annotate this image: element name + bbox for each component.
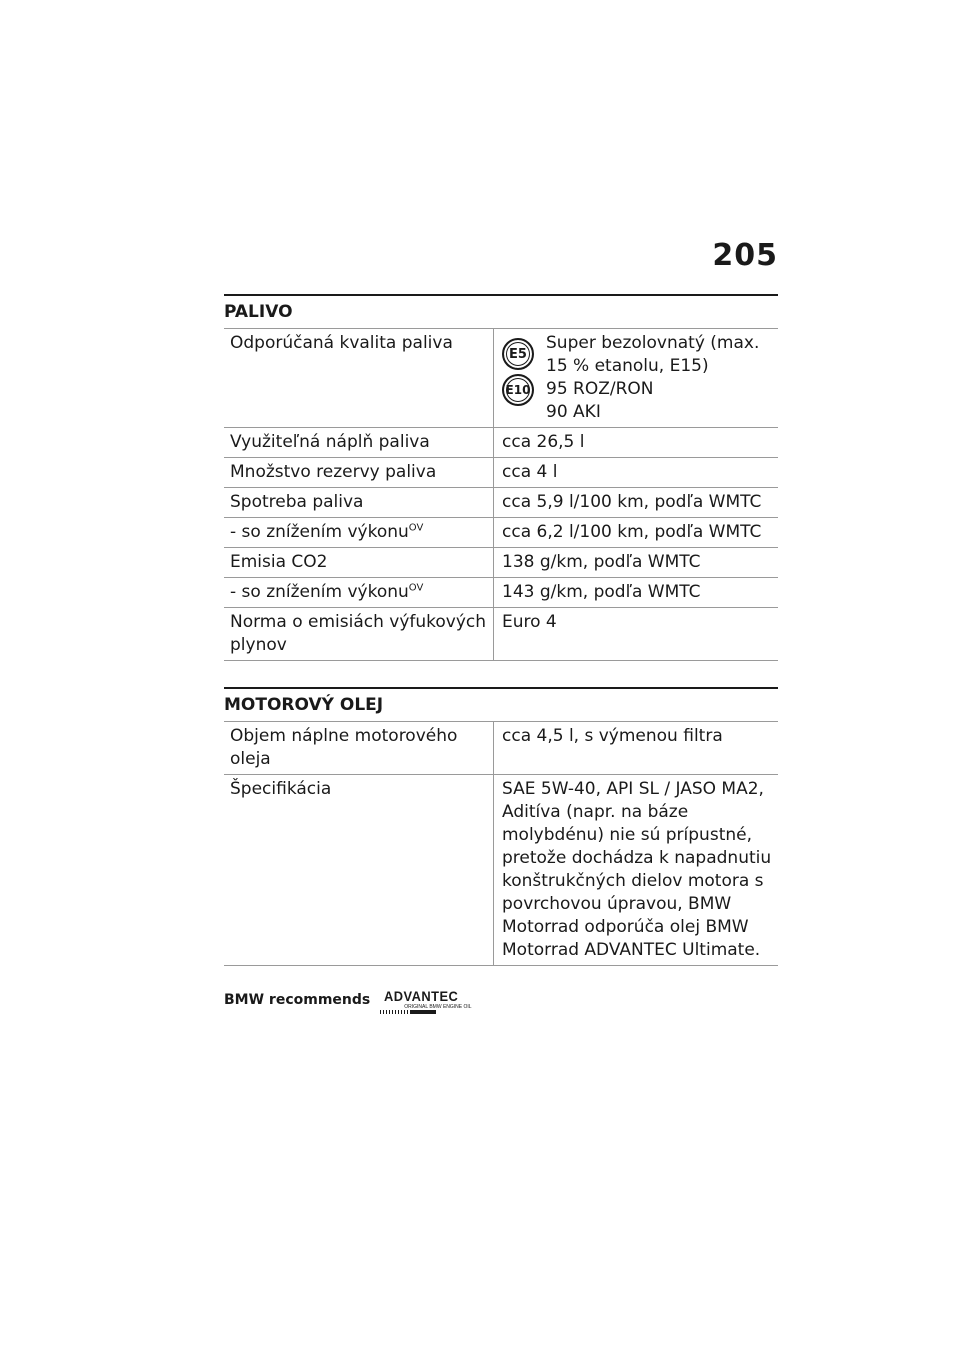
row-label <box>224 518 494 547</box>
recommend-text: BMW recommends <box>224 992 371 1008</box>
fuel-quality-line: 95 ROZ/RON <box>546 379 654 399</box>
row-label-text: ‑ so znížením výkonu <box>230 522 409 542</box>
row-value: cca 5,9 l/100 km, podľa WMTC <box>502 492 762 512</box>
row-value: cca 4 l <box>502 462 558 482</box>
row-value: 143 g/km, podľa WMTC <box>502 582 701 602</box>
table-row <box>224 517 778 547</box>
row-value: Euro 4 <box>502 612 557 632</box>
bmw-recommends <box>224 988 478 1018</box>
page-number: 205 <box>712 238 778 273</box>
section-divider <box>224 687 778 689</box>
table-row <box>224 774 778 966</box>
table-row <box>224 328 778 427</box>
oil-section <box>224 687 778 966</box>
row-value <box>494 329 778 427</box>
row-value: cca 6,2 l/100 km, podľa WMTC <box>502 522 762 542</box>
fuel-section <box>224 294 778 661</box>
row-label: Množstvo rezervy paliva <box>224 458 494 487</box>
table-row <box>224 577 778 607</box>
row-label: Odporúčaná kvalita paliva <box>224 329 494 427</box>
advantec-logo <box>380 988 478 1018</box>
fuel-quality-line: 15 % etanolu, E15) <box>546 356 709 376</box>
row-value: cca 26,5 l <box>502 432 585 452</box>
table-row <box>224 457 778 487</box>
row-label <box>224 578 494 607</box>
fuel-quality-text <box>546 332 759 424</box>
row-label: Spotreba paliva <box>224 488 494 517</box>
fuel-quality-line: Super bezolovnatý (max. <box>546 333 760 353</box>
advantec-logo-word: ADVANTEC <box>384 988 459 1004</box>
ov-superscript: OV <box>408 582 424 594</box>
row-label: Využiteľná náplň paliva <box>224 428 494 457</box>
ov-superscript: OV <box>408 522 424 534</box>
table-row <box>224 487 778 517</box>
table-row <box>224 721 778 774</box>
advantec-bar-icon <box>410 1010 436 1014</box>
table-row <box>224 607 778 661</box>
row-label-text: ‑ so znížením výkonu <box>230 582 409 602</box>
section-divider <box>224 294 778 296</box>
row-value: SAE 5W-40, API SL / JASO MA2, Aditíva (napr. na báze molybdénu) nie sú prípustné, pretože dochádza k napadnutiu konštrukčných dielov motora s povrchovou úpravou, BMW Motorrad odporúča olej BMW Motorrad ADVANTEC Ultimate. <box>502 779 772 960</box>
table-row <box>224 547 778 577</box>
section-title-oil: MOTOROVÝ OLEJ <box>224 695 384 715</box>
oil-table <box>224 721 778 966</box>
row-label: Emisia CO2 <box>224 548 494 577</box>
row-value: 138 g/km, podľa WMTC <box>502 552 701 572</box>
row-label: Špecifikácia <box>224 775 494 965</box>
e10-fuel-icon: E10 <box>502 374 534 406</box>
row-label: Objem náplne motorového oleja <box>224 722 494 774</box>
row-label: Norma o emisiách výfukových plynov <box>224 608 494 660</box>
fuel-badges <box>502 332 546 424</box>
section-title-fuel: PALIVO <box>224 302 293 322</box>
table-row <box>224 427 778 457</box>
advantec-logo-subtitle: ORIGINAL BMW ENGINE OIL <box>404 1004 472 1010</box>
e5-fuel-icon: E5 <box>502 338 534 370</box>
fuel-table <box>224 328 778 661</box>
fuel-quality-line: 90 AKI <box>546 402 601 422</box>
row-value: cca 4,5 l, s výmenou filtra <box>502 726 723 746</box>
